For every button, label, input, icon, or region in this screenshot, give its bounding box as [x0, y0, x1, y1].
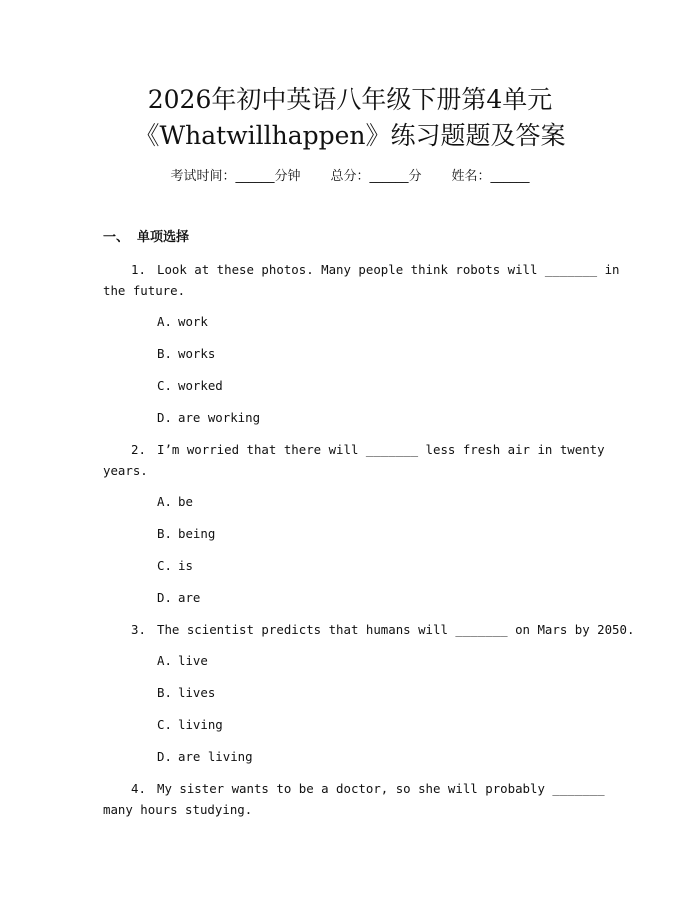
option-2a: A. be — [157, 494, 193, 509]
section-heading — [103, 229, 189, 247]
section-title: 单项选择 — [137, 230, 190, 245]
question-text: My sister wants to be a doctor, so she will probably _______ — [157, 781, 605, 796]
question-text: The scientist predicts that humans will _______ on Mars by 2050. — [157, 622, 635, 637]
option-3d: D. are living — [157, 749, 253, 764]
option-1a: A. work — [157, 314, 208, 329]
option-1b: B. works — [157, 346, 216, 361]
option-2d: D. are — [157, 590, 201, 605]
question-number: 3. — [131, 622, 146, 637]
document-title-line-2: 《Whatwillhappen》练习题题及答案 — [134, 121, 566, 150]
question-number: 1. — [131, 262, 146, 277]
option-2b: B. being — [157, 526, 216, 541]
exam-score-field: 总分：______分 — [330, 169, 422, 184]
question-text-continued: the future. — [103, 283, 186, 298]
question-4 — [103, 778, 605, 820]
option-1d: D. are working — [157, 410, 261, 425]
question-text: I’m worried that there will _______ less fresh air in twenty — [157, 442, 605, 457]
option-3a: A. live — [157, 653, 208, 668]
option-3b: B. lives — [157, 685, 216, 700]
section-number: 一、 — [103, 230, 130, 245]
exam-time-field: 考试时间：______分钟 — [170, 169, 301, 184]
option-2c: C. is — [157, 558, 193, 573]
question-text: Look at these photos. Many people think robots will _______ in — [157, 262, 620, 277]
option-3c: C. living — [157, 717, 223, 732]
exam-meta-line — [0, 168, 700, 186]
question-3 — [103, 619, 635, 640]
option-1c: C. worked — [157, 378, 223, 393]
question-text-continued: years. — [103, 463, 148, 478]
question-number: 2. — [131, 442, 146, 457]
question-1 — [103, 259, 620, 301]
document-title-line-1: 2026年初中英语八年级下册第4单元 — [147, 85, 553, 114]
exam-name-field: 姓名：______ — [451, 169, 530, 184]
question-number: 4. — [131, 781, 146, 796]
question-2 — [103, 439, 605, 481]
question-text-continued: many hours studying. — [103, 802, 253, 817]
